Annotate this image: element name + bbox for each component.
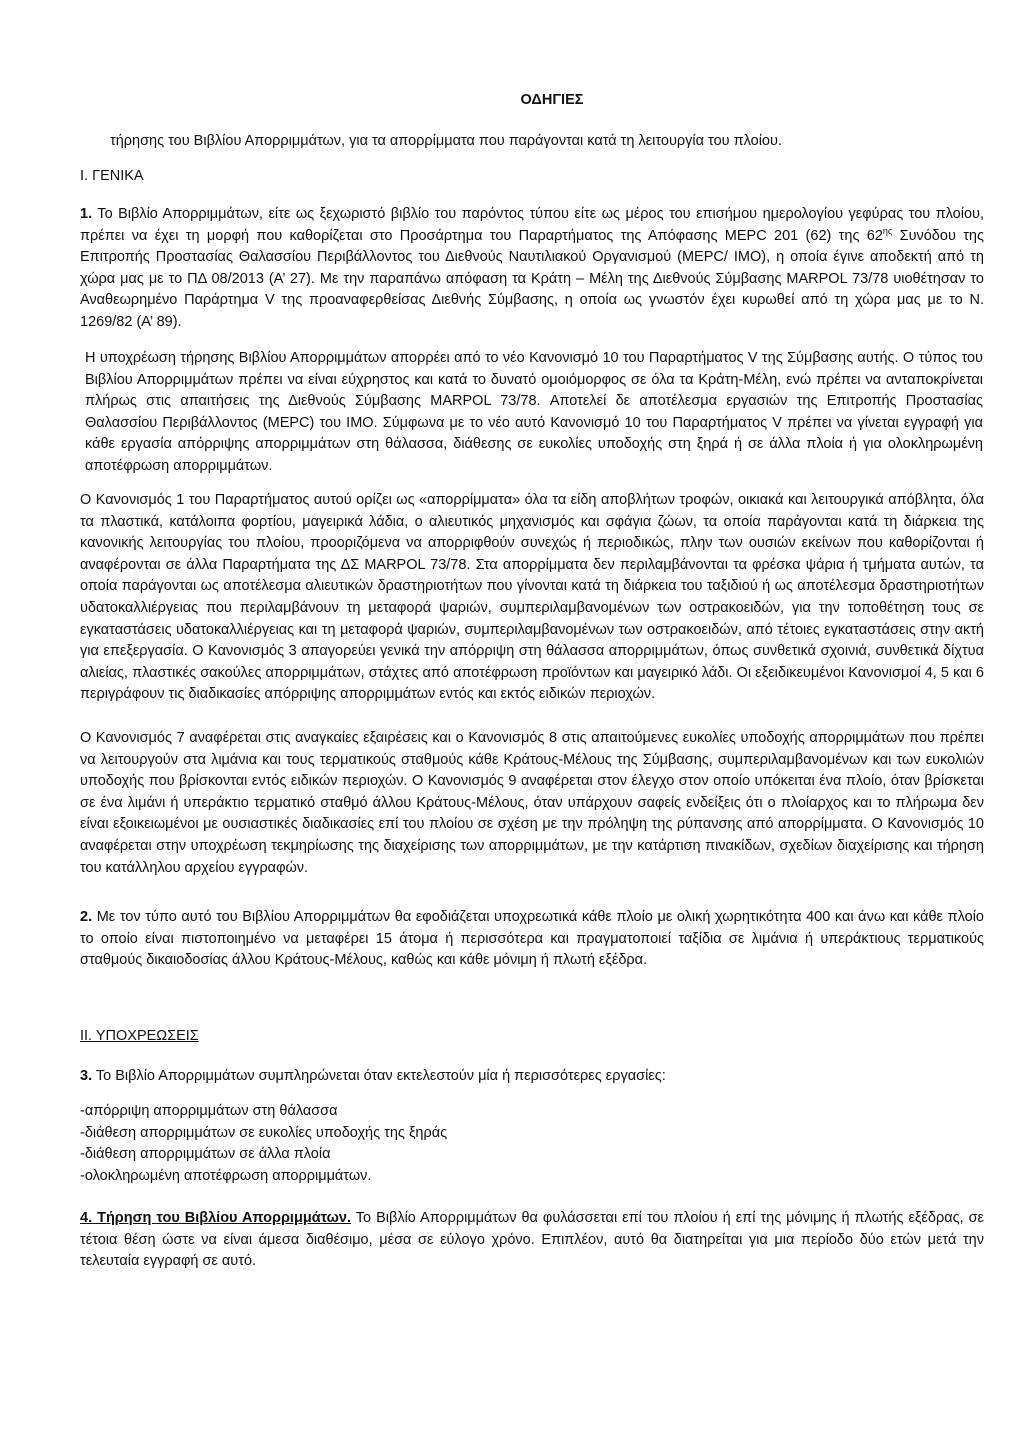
paragraph-1: [80, 204, 984, 334]
paragraph-regulation-1: Ο Κανονισμός 1 του Παραρτήματος αυτού ορίζει ως «απορρίμματα» όλα τα είδη αποβλήτων τροφών, οικιακά και λειτουργικά απόβλητα, όλα τα πλαστικά, κατάλοιπα φορτίου, μαγειρικά λάδια, ο αλιευτικός μηχανισμός και σφάγια ζώων, τα οποία παράγονται κατά τη διάρκεια της κανονικής λειτουργίας του πλοίου, προοριζόμενα να απορριφθούν συνεχώς ή περιοδικώς, πλην των ουσιών εκείνων που καθορίζονται ή αναφέρονται σε άλλα Παραρτήματα της ΔΣ MARPOL 73/78. Στα απορρίμματα δεν περιλαμβάνονται τα φρέσκα ψάρια ή τμήματα αυτών, τα οποία παράγονται ως αποτέλεσμα αλιευτικών δραστηριοτήτων που γίνονται κατά τη διάρκεια του ταξιδιού ή ως αποτέλεσμα δραστηριοτήτων υδατοκαλλιέργειας που περιλαμβάνουν τη μεταφορά ψαριών, συμπεριλαμβανομένων των οστρακοειδών, για την τοποθέτηση τους σε εγκαταστάσεις υδατοκαλλιέργειας και τη μεταφορά ψαριών, συμπεριλαμβανομένων των οστρακοειδών, από τέτοιες εγκαταστάσεις στην ακτή για επεξεργασία. Ο Κανονισμός 3 απαγορεύει γενικά την απόρριψη στη θάλασσα απορριμμάτων, όπως συνθετικά σχοινιά, συνθετικά δίχτυα αλιείας, πλαστικές σακούλες απορριμμάτων, στάχτες από αποτέφρωση προϊόντων και μαγειρικό λάδι. Οι εξειδικευμένοι Κανονισμοί 4, 5 και 6 περιγράφουν τις διαδικασίες απόρριψης απορριμμάτων εντός και εκτός ειδικών περιοχών.: [80, 492, 984, 703]
paragraph-text: Το Βιβλίο Απορριμμάτων θα φυλάσσεται επί του πλοίου ή επί της μόνιμης ή πλωτής εξέδρας, σε τέτοια θέση ώστε να είναι άμεσα διαθέσιμο, μέσα σε εύλογο χρόνο. Επιπλέον, αυτό θα διατηρείται για μια περίοδο δύο ετών μετά την τελευταία εγγραφή σε αυτό.: [80, 1210, 985, 1270]
document-subtitle: τήρησης του Βιβλίου Απορριμμάτων, για τα απορρίμματα που παράγονται κατά τη λειτουργία του πλοίου.: [110, 133, 782, 149]
paragraph-text: Το Βιβλίο Απορριμμάτων συμπληρώνεται όταν εκτελεστούν μία ή περισσότερες εργασίες:: [92, 1068, 666, 1084]
paragraph-number: 3.: [80, 1068, 93, 1084]
list-item: -ολοκληρωμένη αποτέφρωση απορριμμάτων.: [80, 1167, 372, 1184]
section-heading-general: Ι. ΓΕΝΙΚΑ: [80, 168, 144, 184]
paragraph-heading: 4. Τήρηση του Βιβλίου Απορριμμάτων.: [80, 1210, 352, 1226]
paragraph-3: [80, 1066, 984, 1088]
paragraph-regulation-7: Ο Κανονισμός 7 αναφέρεται στις αναγκαίες εξαιρέσεις και ο Κανονισμός 8 στις απαιτούμενες ευκολίες υποδοχής απορριμμάτων που πρέπει να λειτουργούν στα λιμάνια και τους τερματικούς σταθμούς κάθε Κράτους-Μέλους της Σύμβασης, συμπεριλαμβανομένων και των ευκολιών υποδοχής που βρίσκονται εντός ειδικών περιοχών. Ο Κανονισμός 9 αναφέρεται στον έλεγχο στον οποίο υπόκειται ένα πλοίο, όταν βρίσκεται σε ένα λιμάνι ή υπεράκτιο τερματικό σταθμό άλλου Κράτους-Μέλους, όταν υπάρχουν σαφείς ενδείξεις ότι ο πλοίαρχος και το πλήρωμα δεν είναι εξοικειωμένοι με ουσιαστικές διαδικασίες επί του πλοίου σε σχέση με την πρόληψη της ρύπανσης από απορρίμματα. Ο Κανονισμός 10 αναφέρεται στην υποχρέωση τεκμηρίωσης της διαχείρισης των απορριμμάτων, με την κατάρτιση πινακίδων, σχεδίων διαχείρισης και τήρηση του κατάλληλου αρχείου εγγραφών.: [80, 730, 984, 876]
paragraph-number: 1.: [80, 206, 93, 222]
list-item: -απόρριψη απορριμμάτων στη θάλασσα: [80, 1103, 338, 1119]
list-item: -διάθεση απορριμμάτων σε ευκολίες υποδοχής της ξηράς: [80, 1124, 448, 1141]
document-title: ΟΔΗΓΙΕΣ: [520, 92, 584, 108]
section-heading-obligations: ΙΙ. ΥΠΟΧΡΕΩΣΕΙΣ: [80, 1028, 199, 1044]
paragraph-text: Με τον τύπο αυτό του Βιβλίου Απορριμμάτων θα εφοδιάζεται υποχρεωτικά κάθε πλοίο με ολική χωρητικότητα 400 και άνω και κάθε πλοίο το οποίο είναι πιστοποιημένο να μεταφέρει 15 άτομα ή περισσότερα και πραγματοποιεί ταξίδια σε λιμάνια ή υπεράκτιους τερματικούς σταθμούς δικαιοδοσίας άλλου Κράτους-Μέλους, καθώς και κάθε μόνιμη ή πλωτή εξέδρα.: [80, 909, 984, 969]
paragraph-4: [80, 1208, 984, 1273]
paragraph-2: [80, 907, 984, 972]
ordinal-suffix: ης: [882, 225, 893, 236]
paragraph-obligation: Η υποχρέωση τήρησης Βιβλίου Απορριμμάτων απορρέει από το νέο Κανονισμό 10 του Παραρτήματος V της Σύμβασης αυτής. Ο τύπος του Βιβλίου Απορριμμάτων πρέπει να είναι εύχρηστος και κατά το δυνατό ομοιόμορφος σε όλα τα Κράτη-Μέλη, ενώ πρέπει να ανταποκρίνεται πλήρως στις απαιτήσεις της Διεθνούς Σύμβασης MARPOL 73/78. Αποτελεί δε αποτέλεσμα εργασιών της Επιτροπής Προστασίας Θαλασσίου Περιβάλλοντος (MEPC) του IMO. Σύμφωνα με το νέο αυτό Κανονισμό 10 του Παραρτήματος V πρέπει να γίνεται εγγραφή για κάθε εργασία απόρριψης απορριμμάτων στη θάλασσα, διάθεσης σε ευκολίες υποδοχής στη ξηρά ή σε άλλα πλοία ή για ολοκληρωμένη αποτέφρωση απορριμμάτων.: [85, 350, 983, 474]
paragraph-number: 2.: [80, 909, 93, 925]
list-item: -διάθεση απορριμμάτων σε άλλα πλοία: [80, 1146, 331, 1162]
paragraph-text: Συνόδου της Επιτροπής Προστασίας Θαλασσίου Περιβάλλοντος του Διεθνούς Ναυτιλιακού Οργανισμού (MEPC/ ΙΜΟ), η οποία έγινε αποδεκτή από τη χώρα μας με το ΠΔ 08/2013 (Α’ 27). Με την παραπάνω απόφαση τα Κράτη – Μέλη της Διεθνούς Σύμβασης MARPOL 73/78 υιοθέτησαν το Αναθεωρημένο Παράρτημα V της προαναφερθείσας Διεθνής Σύμβασης, η οποία ως γνωστόν έχει κυρωθεί από τη χώρα μας με το Ν. 1269/82 (Α’ 89).: [80, 227, 984, 330]
operations-list: [80, 1101, 980, 1187]
paragraph-text: Το Βιβλίο Απορριμμάτων, είτε ως ξεχωριστό βιβλίο του παρόντος τύπου είτε ως μέρος του επισήμου ημερολογίου γεφύρας του πλοίου, πρέπει να έχει τη μορφή που καθορίζεται στο Προσάρτημα του Παραρτήματος της Απόφασης MEPC 201 (62) της 62: [80, 206, 984, 244]
